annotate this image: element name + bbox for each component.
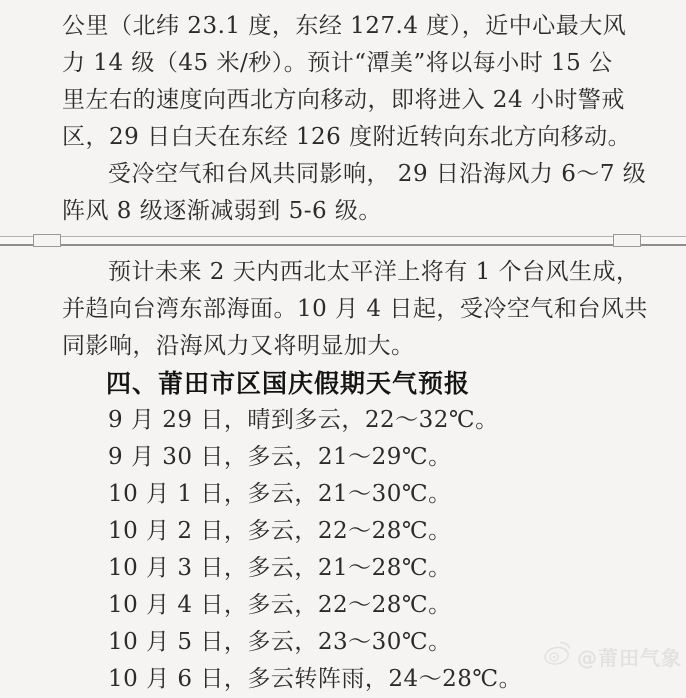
forecast-line: 9 月 29 日，晴到多云，22～32℃。 <box>108 407 499 433</box>
text-line: 同影响，沿海风力又将明显加大。 <box>62 333 415 359</box>
forecast-line: 10 月 4 日，多云，22～28℃。 <box>108 592 452 618</box>
text-line: 受冷空气和台风共同影响， 29 日沿海风力 6～7 级 <box>108 161 647 187</box>
page-break-mark-right <box>613 234 641 247</box>
page-break-divider <box>0 236 686 246</box>
text-line: 公里（北纬 23.1 度，东经 127.4 度），近中心最大风 <box>62 13 627 39</box>
paragraphs-top <box>0 0 686 230</box>
paragraphs-bottom <box>0 246 686 698</box>
watermark <box>541 639 682 673</box>
text-line: 力 14 级（45 米/秒）。预计“潭美”将以每小时 15 公 <box>62 50 613 76</box>
page-break-mark-left <box>33 234 61 247</box>
text-line: 里左右的速度向西北方向移动，即将进入 24 小时警戒 <box>62 87 625 113</box>
forecast-line: 10 月 3 日，多云，21～28℃。 <box>108 555 452 581</box>
watermark-handle: @莆田气象 <box>577 645 682 670</box>
forecast-line: 10 月 5 日，多云，23～30℃。 <box>108 629 452 655</box>
forecast-line: 9 月 30 日，多云，21～29℃。 <box>108 444 452 470</box>
text-line: 预计未来 2 天内西北太平洋上将有 1 个台风生成， <box>108 259 640 285</box>
forecast-line: 10 月 1 日，多云，21～30℃。 <box>108 481 452 507</box>
forecast-line: 10 月 2 日，多云，22～28℃。 <box>108 518 452 544</box>
text-line: 区，29 日白天在东经 126 度附近转向东北方向移动。 <box>62 124 632 150</box>
text-line: 并趋向台湾东部海面。10 月 4 日起，受冷空气和台风共 <box>62 296 648 322</box>
text-line: 阵风 8 级逐渐减弱到 5-6 级。 <box>62 198 382 224</box>
weibo-icon <box>541 639 573 673</box>
section-heading: 四、莆田市区国庆假期天气预报 <box>106 369 471 398</box>
forecast-line: 10 月 6 日，多云转阵雨，24～28℃。 <box>108 666 523 692</box>
